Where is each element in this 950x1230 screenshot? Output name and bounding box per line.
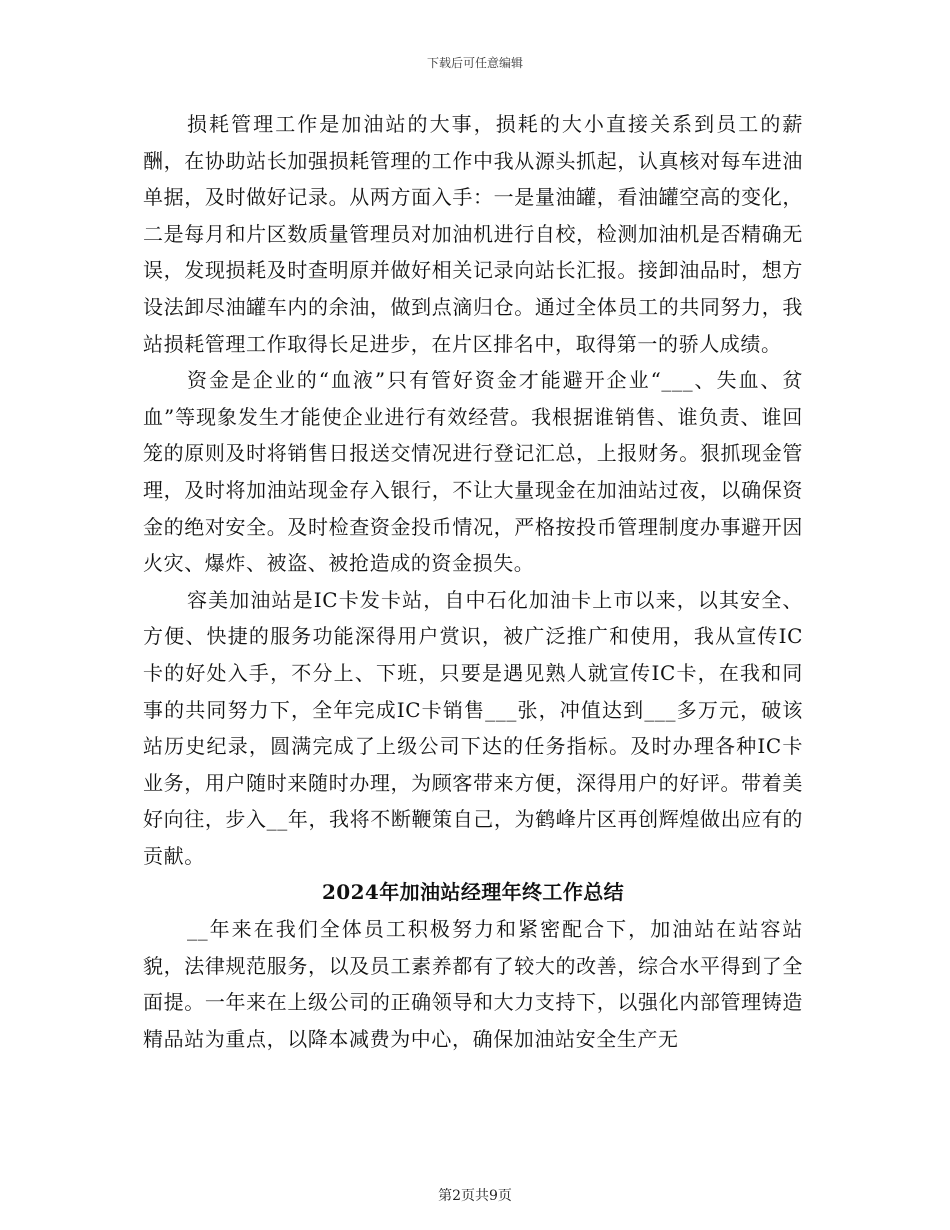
paragraph-annual-summary: __年来在我们全体员工积极努力和紧密配合下，加油站在站容站貌，法律规范服务，以及员工素养都有了较大的改善，综合水平得到了全面提。一年来在上级公司的正确领导和大力支持下，以强化内部管理铸造精品站为重点，以降本减费为中心，确保加油站安全生产无 bbox=[143, 917, 803, 1051]
paragraph-loss-management: 损耗管理工作是加油站的大事，损耗的大小直接关系到员工的薪酬，在协助站长加强损耗管理的工作中我从源头抓起，认真核对每车进油单据，及时做好记录。从两方面入手：一是量油罐，看油罐空高的变化，二是每月和片区数质量管理员对加油机进行自校，检测加油机是否精确无误，发现损耗及时查明原并做好相关记录向站长汇报。接卸油品时，想方设法卸尽油罐车内的余油，做到点滴归仓。通过全体员工的共同努力，我站损耗管理工作取得长足进步，在片区排名中，取得第一的骄人成绩。 bbox=[143, 112, 803, 356]
paragraph-ic-card: 容美加油站是IC卡发卡站，自中石化加油卡上市以来，以其安全、方便、快捷的服务功能深得用户赏识，被广泛推广和使用，我从宣传IC卡的好处入手，不分上、下班，只要是遇见熟人就宣传IC卡，在我和同事的共同努力下，全年完成IC卡销售___张，冲值达到___多万元，破该站历史纪录，圆满完成了上级公司下达的任务指标。及时办理各种IC卡业务，用户随时来随时办理，为顾客带来方便，深得用户的好评。带着美好向往，步入__年，我将不断鞭策自己，为鹤峰片区再创辉煌做出应有的贡献。 bbox=[143, 587, 803, 868]
document-body bbox=[143, 106, 803, 1057]
page-number: 第2页共9页 bbox=[438, 1188, 512, 1204]
paragraph-fund-management: 资金是企业的“血液”只有管好资金才能避开企业“___、失血、贫血”等现象发生才能使企业进行有效经营。我根据谁销售、谁负责、谁回笼的原则及时将销售日报送交情况进行登记汇总，上报财务。狠抓现金管理，及时将加油站现金存入银行，不让大量现金在加油站过夜，以确保资金的绝对安全。及时检查资金投币情况，严格按投币管理制度办事避开因火灾、爆炸、被盗、被抢造成的资金损失。 bbox=[143, 368, 803, 576]
section-title: 2024年加油站经理年终工作总结 bbox=[321, 880, 625, 905]
page-header-note: 下载后可任意编辑 bbox=[426, 56, 523, 70]
